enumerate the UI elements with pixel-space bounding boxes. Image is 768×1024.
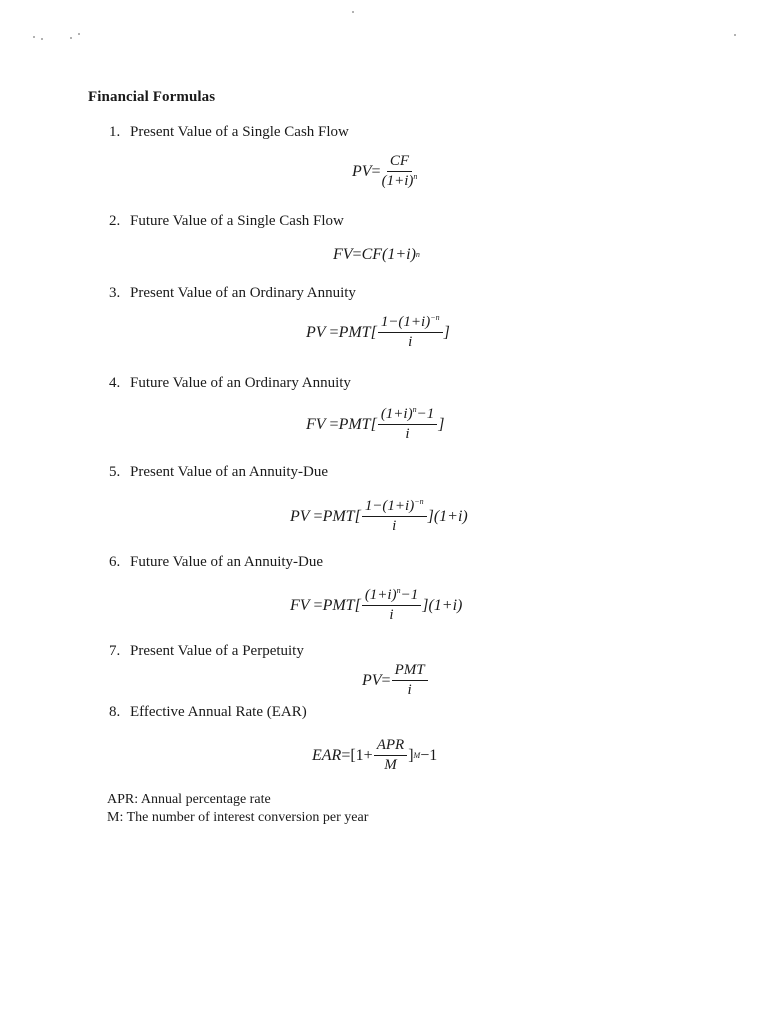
- formula-heading-5: [109, 464, 328, 481]
- fraction-denominator: i: [407, 682, 412, 698]
- formula-fraction: [392, 663, 428, 698]
- fraction-denominator: $(1+i)^n$: [381, 172, 418, 189]
- fraction-numerator: PMT: [392, 663, 428, 681]
- scan-speck: [352, 11, 354, 13]
- formula-fraction: [378, 315, 443, 350]
- page-title: Financial Formulas: [88, 89, 216, 105]
- formula-eq: =: [329, 415, 339, 433]
- formula-rhs: CF(1+i): [361, 246, 416, 263]
- formula-tail: −1: [420, 746, 438, 764]
- item-heading: Present Value of a Single Cash Flow: [130, 124, 349, 140]
- formula-lhs: FV: [290, 596, 310, 614]
- formula-lhs: FV: [333, 246, 353, 263]
- formula-close: ]: [408, 746, 414, 764]
- item-heading: Future Value of an Annuity-Due: [130, 554, 324, 570]
- formula-eq: =: [381, 671, 391, 689]
- formula-lhs: PV: [362, 671, 382, 689]
- formula-eq: =: [313, 596, 323, 614]
- item-number: 8.: [109, 704, 121, 720]
- item-number: 2.: [109, 213, 121, 229]
- formula-fv-annuity: [306, 407, 444, 442]
- formula-multiplier: PMT[: [322, 507, 361, 525]
- formula-multiplier: PMT[: [338, 415, 377, 433]
- item-heading: Effective Annual Rate (EAR): [130, 704, 307, 720]
- fraction-denominator: i: [392, 518, 397, 534]
- formula-pv-annuity-due: [290, 499, 468, 534]
- formula-multiplier: PMT[: [338, 323, 377, 341]
- fraction-numerator: $1-(1+i)^{-n}$: [362, 499, 427, 517]
- item-heading: Future Value of an Ordinary Annuity: [130, 375, 351, 391]
- note-m: M: The number of interest conversion per year: [107, 810, 369, 825]
- formula-close: ]: [438, 415, 445, 433]
- item-number: 1.: [109, 124, 121, 140]
- scan-speck: [734, 34, 736, 36]
- formula-eq: =: [313, 507, 323, 525]
- formula-ear: EAR =[1+ $\frac{\text{APR}}{M}$ ] M −1: [312, 737, 438, 773]
- formula-eq: =[1+: [341, 746, 373, 764]
- fraction-numerator: $(1+i)^n-1$: [378, 407, 437, 425]
- fraction-numerator: CF: [387, 154, 412, 172]
- fraction-denominator: i: [405, 426, 410, 442]
- scan-speck: [33, 36, 35, 38]
- formula-fraction: [378, 407, 437, 442]
- formula-lhs: FV: [306, 415, 326, 433]
- item-number: 4.: [109, 375, 121, 391]
- formula-heading-1: [109, 124, 349, 141]
- formula-fraction: [374, 738, 408, 773]
- formula-fv-single: FV = CF(1+i) n: [333, 246, 420, 263]
- formula-fraction: [382, 154, 418, 189]
- item-heading: Present Value of a Perpetuity: [130, 643, 304, 659]
- fraction-numerator: $(1+i)^n-1$: [362, 588, 421, 606]
- scan-speck: [78, 33, 80, 35]
- formula-heading-7: [109, 643, 304, 660]
- formula-pv-single: [352, 154, 418, 189]
- item-heading: Present Value of an Annuity-Due: [130, 464, 329, 480]
- scan-speck: [70, 37, 72, 39]
- item-number: 6.: [109, 554, 121, 570]
- formula-heading-3: [109, 285, 356, 302]
- formula-lhs: EAR: [312, 746, 342, 764]
- scan-speck: [41, 38, 43, 40]
- formula-close: ](1+i): [422, 596, 463, 614]
- formula-eq: =: [371, 162, 381, 180]
- formula-lhs: PV: [290, 507, 310, 525]
- formula-fv-annuity-due: [290, 588, 462, 623]
- formula-pv-perpetuity: [362, 663, 429, 698]
- formula-heading-4: [109, 375, 351, 392]
- note-apr: APR: Annual percentage rate: [107, 792, 271, 807]
- formula-eq: =: [352, 246, 362, 263]
- fraction-denominator: M: [384, 757, 397, 773]
- formula-close: ]: [443, 323, 450, 341]
- fraction-denominator: i: [408, 334, 413, 350]
- item-number: 7.: [109, 643, 121, 659]
- formula-heading-6: [109, 554, 323, 571]
- fraction-denominator: i: [389, 607, 394, 623]
- formula-heading-2: [109, 213, 344, 230]
- fraction-numerator: $1-(1+i)^{-n}$: [378, 315, 443, 333]
- formula-multiplier: PMT[: [322, 596, 361, 614]
- item-number: 5.: [109, 464, 121, 480]
- formula-lhs: PV: [352, 162, 372, 180]
- fraction-numerator: APR: [374, 738, 408, 756]
- formula-fraction: [362, 588, 421, 623]
- item-heading: Present Value of an Ordinary Annuity: [130, 285, 356, 301]
- formula-pv-annuity: [306, 315, 450, 350]
- item-heading: Future Value of a Single Cash Flow: [130, 213, 344, 229]
- formula-lhs: PV: [306, 323, 326, 341]
- item-number: 3.: [109, 285, 121, 301]
- formula-heading-8: [109, 704, 307, 721]
- formula-eq: =: [329, 323, 339, 341]
- formula-close: ](1+i): [427, 507, 468, 525]
- formula-fraction: [362, 499, 427, 534]
